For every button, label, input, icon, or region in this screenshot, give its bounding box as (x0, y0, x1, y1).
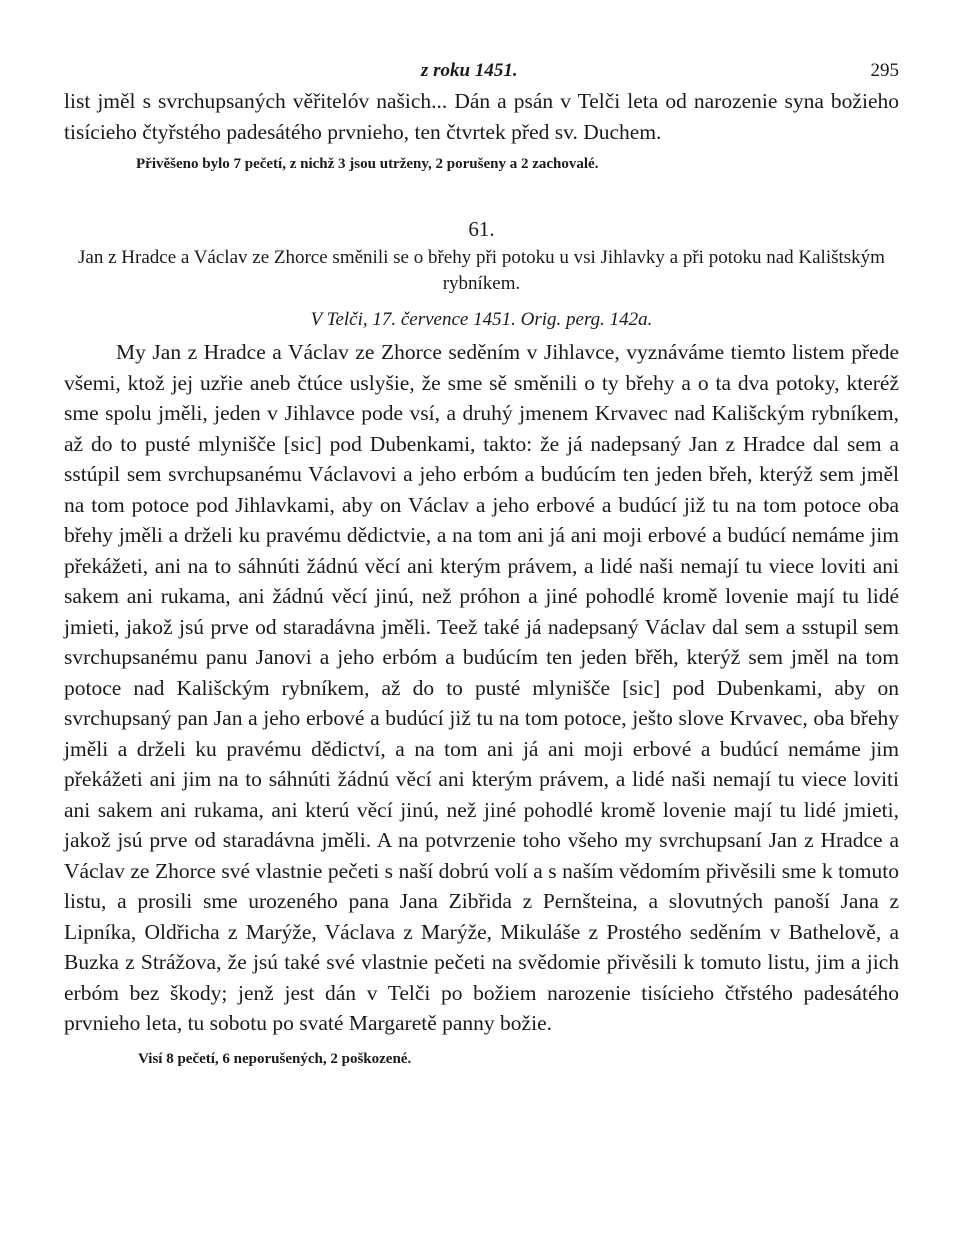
charter-regest: Jan z Hradce a Václav ze Zhorce směnili se o břehy při potoku u vsi Jihlavky a při potoku nad Kalištským rybníkem. (78, 247, 885, 294)
charter-number: 61. (468, 217, 495, 241)
charter-dating: V Telči, 17. července 1451. Orig. perg. 142a. (310, 309, 653, 330)
charter-seal-note: Visí 8 pečetí, 6 neporušených, 2 poškozené. (138, 1050, 412, 1067)
running-head (64, 56, 899, 86)
charter-text: My Jan z Hradce a Václav ze Zhorce seděním v Jihlavce, vyznáváme tiemto listem přede všemi, ktož jej uzřie aneb čtúce uslyšie, že sme sě směnili o ty břehy a o ta dva potoky, kteréž sme spolu jměli, jeden v Jihlavce pode vsí, a druhý jmenem Krvavec nad Kališckým rybníkem, až do to pusté mlynišče [sic] pod Dubenkami, takto: že já nadepsaný Jan z Hradce dal sem a sstúpil sem svrchupsanému Václavovi a jeho erbóm a budúcím ten jeden břeh, kterýž sem jměl na tom potoce pod Jihlavkami, aby on Václav a jeho erbové a budúcí již tu na tom potoce oba břehy jměli a drželi ku pravému dědictvie, a na tom ani já ani moji erbové a budúcí nemáme jim překážeti, ani na to sáhnúti žádnú věcí ani kterým právem, a lidé naši nemají tu viece loviti ani sakem ani rukama, ani žádnú věcí jinú, než próhon a jiné pohodlé kromě lovenie mají tu lidé jmieti, jakož jsú prve od staradávna jměli. Teež také já nadepsaný Václav dal sem a sstupil sem svrchupsanému panu Janovi a jeho erbóm a budúcím ten jeden břěh, kterýž sem jměl na tom potoce nad Kališckým rybníkem, až do to pusté mlynišče [sic] pod Dubenkami, aby on svrchupsaný pan Jan a jeho erbové a budúcí již tu na tom potoce, ješto slove Krvavec, oba břehy jměli a drželi ku pravému dědictví, a na tom ani já ani moji erbové a budúcí nemáme jim překážeti ani jim na to sáhnúti žádnú věcí ani kterým právem, a lidé naši nemají tu viece loviti ani sakem ani rukama, ani kterú věcí jinú, než jiné pohodlé kromě lovenie mají tu lidé jmieti, jakož jsú prve od staradávna jměli. A na potvrzenie toho všeho my svrchupsaní Jan z Hradce a Václav ze Zhorce své vlastnie pečeti s naší dobrú volí a s naším vědomím přivěsili sme k tomuto listu, a prosili sme urozeného pana Jana Zibřida z Pernšteina, a slovutných panoší Jana z Lipníka, Oldřicha z Marýže, Václava z Marýže, Mikuláše z Prostého seděním v Bathelově, a Buzka z Strážova, že jsú také své vlastnie pečeti na svědomie přivěsili k tomuto listu, jim a jich erbóm bez škody; jenž jest dán v Telči po božiem narozenie tisícieho čtřstého padesátého prvnieho leta, tu sobotu po svaté Margaretě panny božie. (64, 340, 899, 1035)
running-title: z roku 1451. (421, 60, 518, 81)
page-number: 295 (870, 60, 899, 81)
previous-charter-text: list jměl s svrchupsaných věřitelóv našich... Dán a psán v Telči leta od narozenie syna božieho tisícieho čtyřstého padesátého prvnieho, ten čtvrtek před sv. Duchem. (64, 89, 899, 144)
document-page (64, 56, 899, 1068)
previous-seal-note: Přivěšeno bylo 7 pečetí, z nichž 3 jsou utrženy, 2 porušeny a 2 zachovalé. (136, 156, 599, 172)
